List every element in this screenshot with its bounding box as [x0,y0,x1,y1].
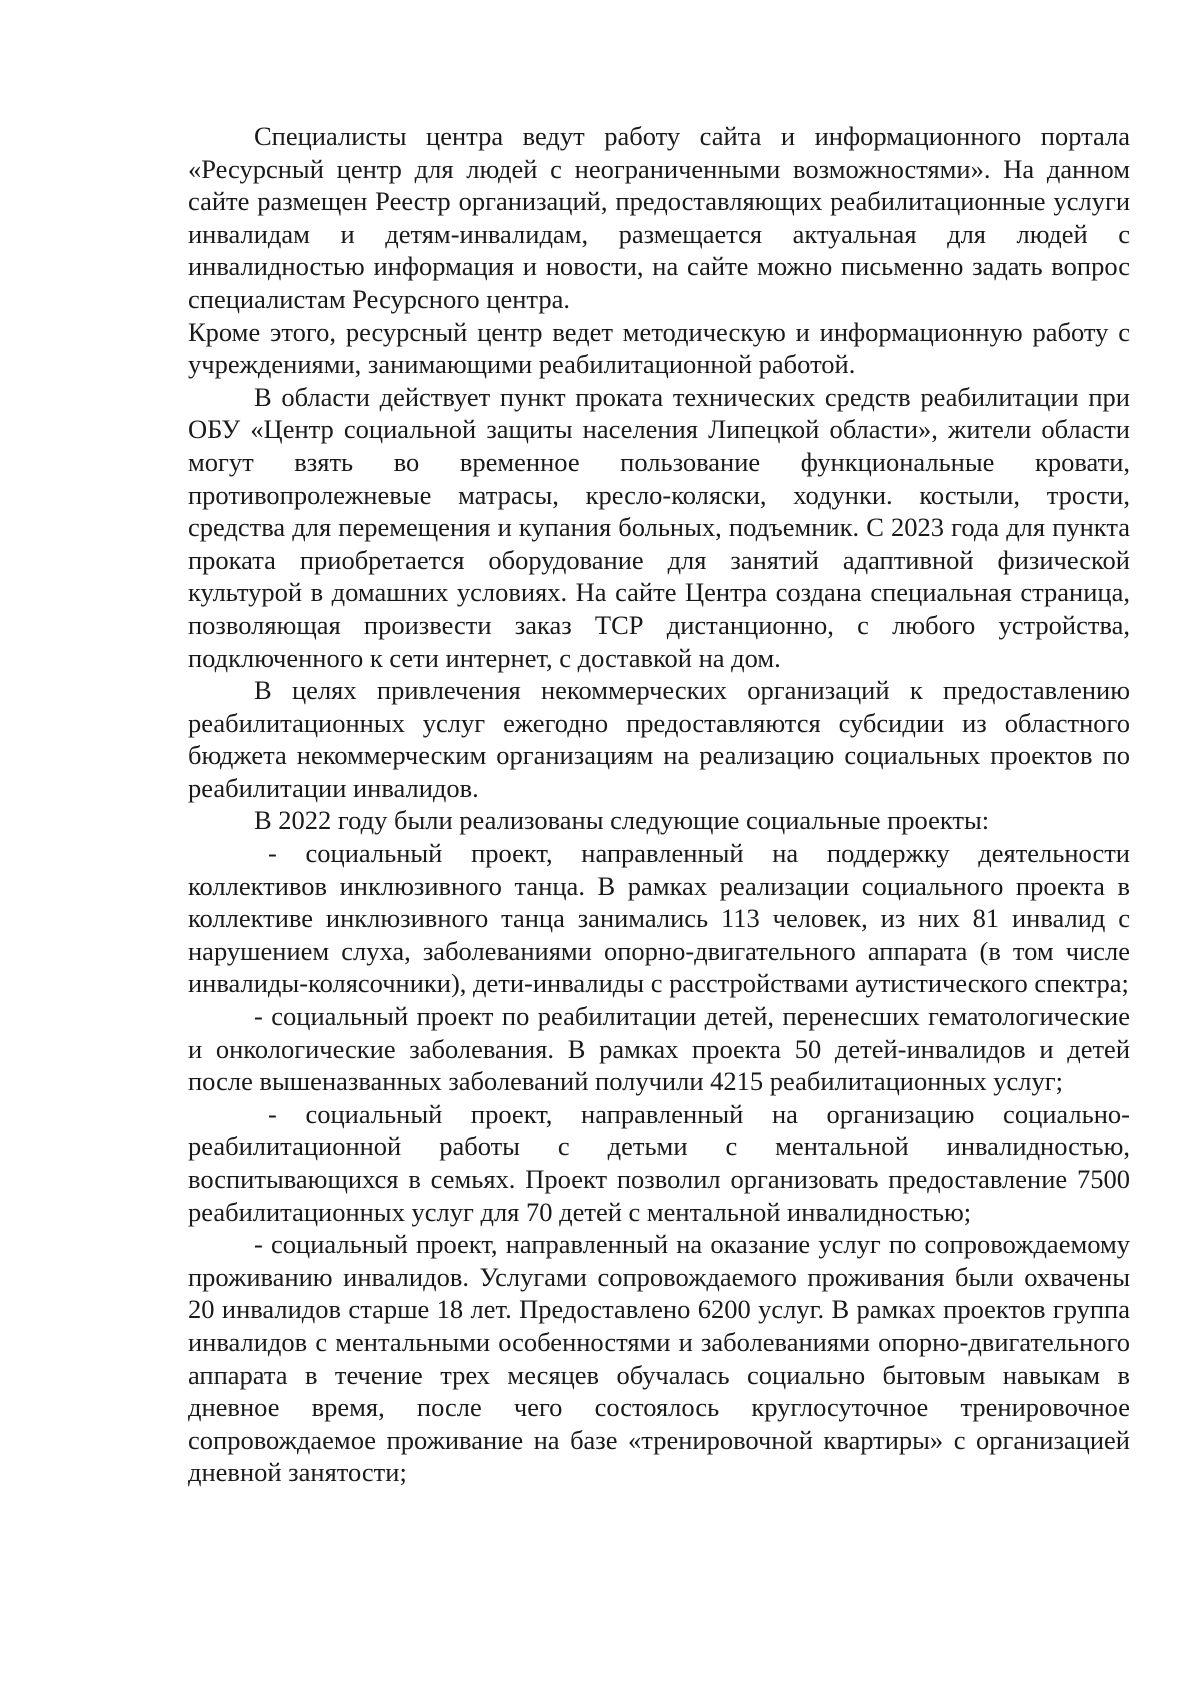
paragraph-methodical-work: Кроме этого, ресурсный центр ведет методическую и информационную работу с учреждениями, занимающими реабилитационной работой. [188,316,1130,380]
paragraph-subsidies: В целях привлечения некоммерческих организаций к предоставлению реабилитационных услуг ежегодно предоставляются субсидии из областного бюджета некоммерческим организациям на реализацию социальных проектов по реабилитации инвалидов. [188,675,1130,803]
list-item-inclusive-dance: - социальный проект, направленный на поддержку деятельности коллективов инклюзивного танца. В рамках реализации социального проекта в коллективе инклюзивного танца занимались 113 человек, из них 81 инвалид с нарушением слуха, заболеваниями опорно-двигательного аппарата (в том числе инвалиды-колясочники), дети-инвалиды с расстройствами аутистического спектра; [188,838,1130,999]
paragraph-rental-point: В области действует пункт проката технических средств реабилитации при ОБУ «Центр социальной защиты населения Липецкой области», жители области могут взять во временное пользование функциональные кровати, противопролежневые матрасы, кресло-коляски, ходунки. костыли, трости, средства для перемещения и купания больных, подъемник. С 2023 года для пункта проката приобретается оборудование для занятий адаптивной физической культурой в домашних условиях. На сайте Центра создана специальная страница, позволяющая произвести заказ ТСР дистанционно, с любого устройства, подключенного к сети интернет, с доставкой на дом. [188,381,1130,673]
list-item-hematology-rehab: - социальный проект по реабилитации детей, перенесших гематологические и онкологические заболевания. В рамках проекта 50 детей-инвалидов и детей после вышеназванных заболеваний получили 4215 реабилитационных услуг; [188,1001,1130,1097]
document-body [188,120,1130,1489]
list-item-assisted-living: - социальный проект, направленный на оказание услуг по сопровождаемому проживанию инвалидов. Услугами сопровождаемого проживания были охвачены 20 инвалидов старше 18 лет. Предоставлено 6200 услуг. В рамках проектов группа инвалидов с ментальными особенностями и заболеваниями опорно-двигательного аппарата в течение трех месяцев обучалась социально бытовым навыкам в дневное время, после чего состоялось круглосуточное тренировочное сопровождаемое проживание на базе «тренировочной квартиры» с организацией дневной занятости; [188,1229,1130,1488]
list-item-mental-disability: - социальный проект, направленный на организацию социально-реабилитационной работы с детьми с ментальной инвалидностью, воспитывающихся в семьях. Проект позволил организовать предоставление 7500 реабилитационных услуг для 70 детей с ментальной инвалидностью; [188,1098,1130,1227]
paragraph-projects-intro: В 2022 году были реализованы следующие социальные проекты: [254,805,990,836]
paragraph-resource-center-site: Специалисты центра ведут работу сайта и информационного портала «Ресурсный центр для людей с неограниченными возможностями». На данном сайте размещен Реестр организаций, предоставляющих реабилитационные услуги инвалидам и детям-инвалидам, размещается актуальная для людей с инвалидностью информация и новости, на сайте можно письменно задать вопрос специалистам Ресурсного центра. [188,121,1130,314]
